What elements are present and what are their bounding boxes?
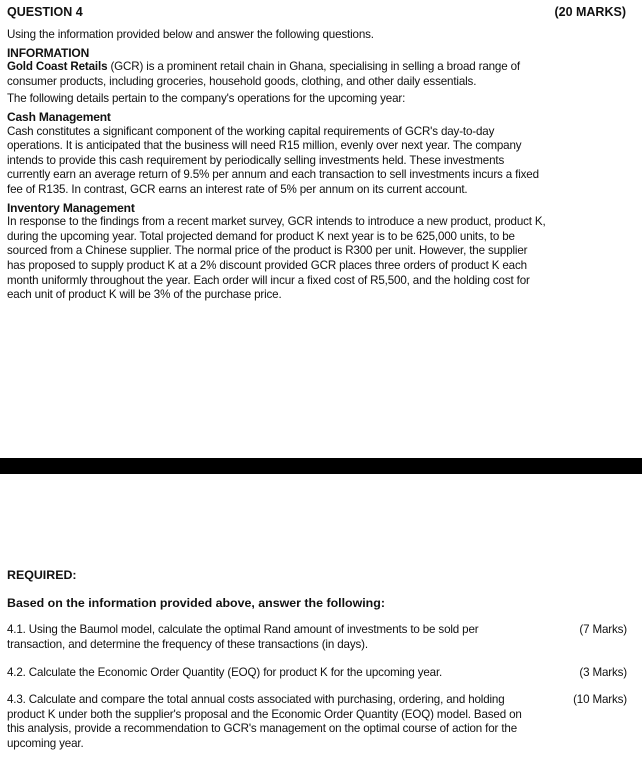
question-4-2-marks: (3 Marks) xyxy=(579,666,627,679)
question-4-1-text: 4.1. Using the Baumol model, calculate the optimal Rand amount of investments to be sold per transaction, and determine the frequency of these transactions (in days). xyxy=(7,623,479,651)
inventory-paragraph: In response to the findings from a recent market survey, GCR intends to introduce a new product, product K, during the upcoming year. Total projected demand for product K next year is to be 625,000 units, to be sourced from a Chinese supplier. The normal price of the product is R300 per unit. However, the supplier has proposed to supply product K at a 2% discount provided GCR places three orders of product K each month uniformly throughout the year. Each order will incur a fixed cost of R5,500, and the holding cost for each unit of product K will be 3% of the purchase price. xyxy=(7,215,546,302)
page-separator-bar xyxy=(0,458,642,474)
company-description: (GCR) is a prominent retail chain in Ghana, specialising in selling a broad range of consumer products, including groceries, household goods, clothing, and other daily essentials. xyxy=(7,60,520,88)
question-page-bottom xyxy=(0,474,642,766)
company-paragraph xyxy=(7,60,547,89)
intro-text: Using the information provided below and answer the following questions. xyxy=(7,28,374,41)
details-line: The following details pertain to the company's operations for the upcoming year: xyxy=(7,92,406,106)
question-4-3 xyxy=(7,693,627,751)
cash-heading: Cash Management xyxy=(7,109,111,124)
question-4-2-text: 4.2. Calculate the Economic Order Quantity (EOQ) for product K for the upcoming year. xyxy=(7,666,443,679)
question-4-1 xyxy=(7,623,627,652)
cash-paragraph: Cash constitutes a significant component of the working capital requirements of GCR's day-to-day operations. It is anticipated that the business will need R15 million, evenly over next year. The company intends to provide this cash requirement by periodically selling investments held. These investments currently earn an average return of 9.5% per annum and each transaction to sell investments incurs a fixed fee of R135. In contrast, GCR earns an interest rate of 5% per annum on its current account. xyxy=(7,124,539,196)
question-title: QUESTION 4 xyxy=(7,5,83,19)
inventory-heading: Inventory Management xyxy=(7,200,135,215)
question-4-3-marks: (10 Marks) xyxy=(573,693,627,706)
required-subheading: Based on the information provided above, answer the following: xyxy=(7,596,385,610)
question-total-marks: (20 MARKS) xyxy=(554,5,626,19)
information-heading: INFORMATION xyxy=(7,45,90,60)
question-4-3-text: 4.3. Calculate and compare the total annual costs associated with purchasing, ordering, and holding product K under both the supplier's proposal and the Economic Order Quantity (EOQ) model. Based on this analysis, provide a recommendation to GCR's management on the optimal course of action for the upcoming year. xyxy=(7,693,522,750)
company-name: Gold Coast Retails xyxy=(7,60,108,74)
question-body xyxy=(7,28,547,303)
required-heading: REQUIRED: xyxy=(7,568,77,582)
question-4-2 xyxy=(7,666,627,681)
question-4-1-marks: (7 Marks) xyxy=(579,623,627,636)
